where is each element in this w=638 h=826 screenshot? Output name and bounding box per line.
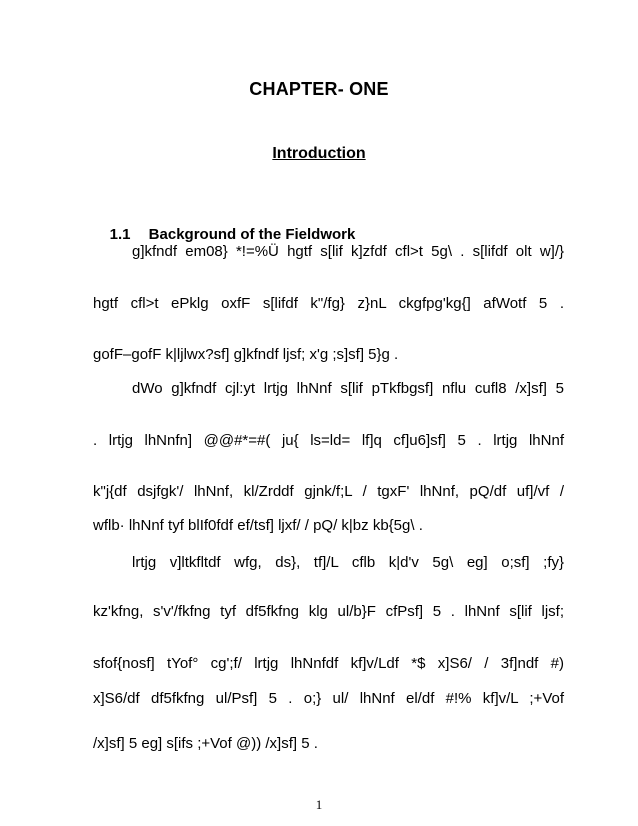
paragraph-line: hgtf cfl>t ePklg oxfF s[lifdf k"/fg} z}nL ckgfpg'kg{] afWotf 5 . xyxy=(93,295,564,312)
paragraph-line: /x]sf] 5 eg] s[ifs ;+Vof @)) /x]sf] 5 . xyxy=(93,735,318,752)
subsection-title: Background of the Fieldwork xyxy=(148,226,356,243)
paragraph-line: k"j{df dsjfgk'/ lhNnf, kl/Zrddf gjnk/f;L / tgxF' lhNnf, pQ/df uf]/vf / xyxy=(93,483,564,500)
paragraph-line: wflb· lhNnf tyf blIf0fdf ef/tsf] ljxf/ / pQ/ k|bz kb{5g\ . xyxy=(93,517,423,534)
page-number: 1 xyxy=(315,797,323,812)
section-title: Introduction xyxy=(272,145,366,162)
paragraph-line: lrtjg v]ltkfltdf wfg, ds}, tf]/L cflb k|d'v 5g\ eg] o;sf] ;fy} xyxy=(132,554,564,571)
paragraph-line: dWo g]kfndf cjl:yt lrtjg lhNnf s[lif pTkfbgsf] nflu cufl8 /x]sf] 5 xyxy=(132,380,564,397)
paragraph-line: kz'kfng, s'v'/fkfng tyf df5fkfng klg ul/b}F cfPsf] 5 . lhNnf s[lif ljsf; xyxy=(93,603,564,620)
paragraph-line: g]kfndf em08} *!=%Ü hgtf s[lif k]zfdf cfl>t 5g\ . s[lifdf olt w]/} xyxy=(132,243,564,260)
subsection-number: 1.1 xyxy=(109,226,131,243)
paragraph-line: x]S6/df df5fkfng ul/Psf] 5 . o;} ul/ lhNnf el/df #!% kf]v/L ;+Vof xyxy=(93,690,564,707)
chapter-title: CHAPTER- ONE xyxy=(249,79,389,99)
paragraph-line: sfof{nosf] tYof° cg';f/ lrtjg lhNnfdf kf]v/Ldf *$ x]S6/ / 3f]ndf #) xyxy=(93,655,564,672)
paragraph-line: gofF–gofF k|ljlwx?sf] g]kfndf ljsf; x'g ;s]sf] 5}g . xyxy=(93,346,399,363)
paragraph-line: . lrtjg lhNnfn] @@#*=#( ju{ ls=ld= lf]q cf]u6]sf] 5 . lrtjg lhNnf xyxy=(93,432,564,449)
